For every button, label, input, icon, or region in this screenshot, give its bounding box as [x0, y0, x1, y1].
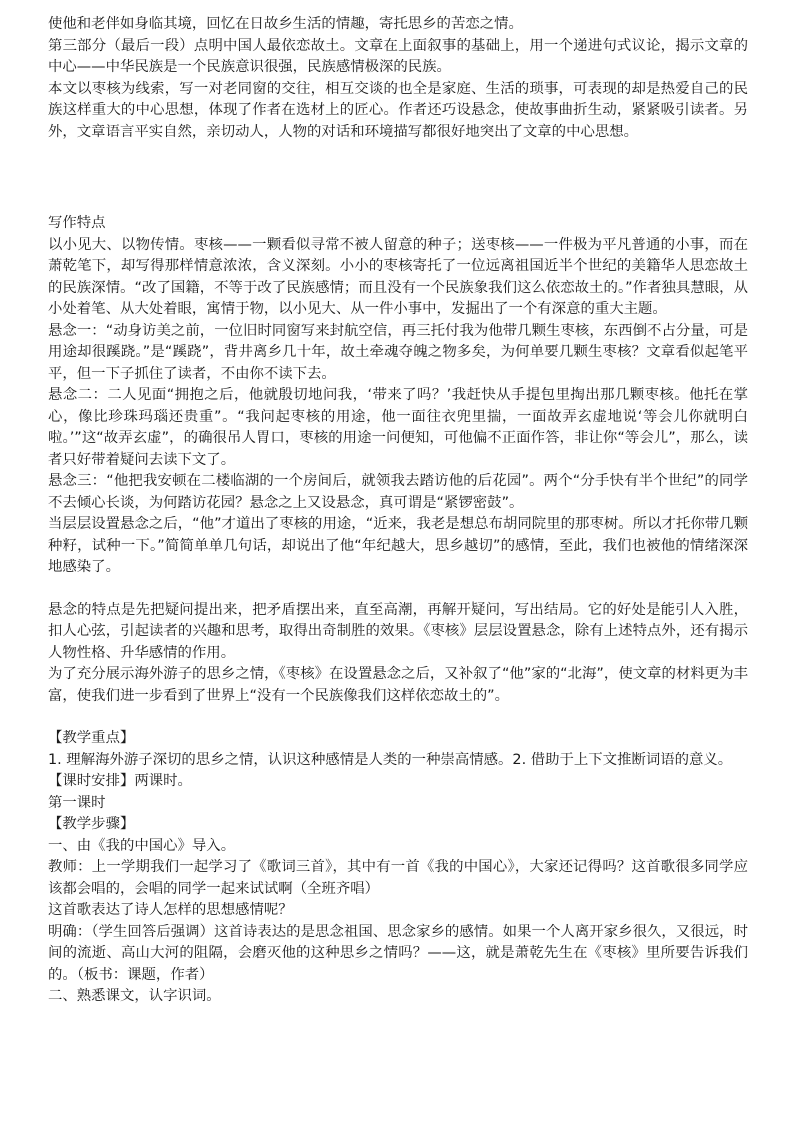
- paragraph: 悬念的特点是先把疑问提出来，把矛盾摆出来，直至高潮，再解开疑问，写出结局。它的好处是能引人入胜，扣人心弦，引起读者的兴趣和思考，取得出奇制胜的效果。《枣核》层层设置悬念，除有上述特点外，还有揭示人物性格、升华感情的作用。: [48, 601, 748, 661]
- paragraph: 悬念一：“动身访美之前，一位旧时同窗写来封航空信，再三托付我为他带几颗生枣核，东西倒不占分量，可是用途却很蹊跷。”是“蹊跷”，背井离乡几十年，故土牵魂夺魄之物多矣，为何单要几颗生枣核？文章看似起笔平平，但一下子抓住了读者，不由你不读下去。: [48, 322, 748, 382]
- paragraph: 以小见大、以物传情。枣核——一颗看似寻常不被人留意的种子；送枣核——一件极为平凡普通的小事，而在萧乾笔下，却写得那样情意浓浓，含义深刻。小小的枣核寄托了一位远离祖国近半个世纪的美籍华人思恋故土的民族深情。“改了国籍，不等于改了民族感情；而且没有一个民族象我们这么依恋故土的。”作者独具慧眼，从小处着笔、从大处着眼，寓情于物，以小见大、从一件小事中，发掘出了一个有深意的重大主题。: [48, 236, 748, 317]
- paragraph: 1. 理解海外游子深切的思乡之情，认识这种感情是人类的一种崇高情感。2. 借助于上下文推断词语的意义。: [48, 751, 733, 768]
- paragraph: 为了充分展示海外游子的思乡之情，《枣核》在设置悬念之后，又补叙了“他”家的“北海”，使文章的材料更为丰富，使我们进一步看到了世界上“没有一个民族像我们这样依恋故土的”。: [48, 666, 748, 704]
- paragraph: 【课时安排】两课时。: [48, 773, 192, 789]
- paragraph: 第一课时: [48, 794, 106, 811]
- section-heading: 写作特点: [48, 215, 106, 231]
- paragraph: 当层层设置悬念之后，“他”才道出了枣核的用途，“近来，我老是想总布胡同院里的那枣树。所以才托你带几颗种籽，试种一下。”简简单单几句话，却说出了他“年纪越大，思乡越切”的感情，至此，我们也被他的情绪深深地感染了。: [48, 516, 748, 575]
- document-page: [48, 14, 748, 1008]
- paragraph: 本文以枣核为线索，写一对老同窗的交往，相互交谈的也全是家庭、生活的琐事，可表现的却是热爱自己的民族这样重大的中心思想，体现了作者在选材上的匠心。作者还巧设悬念，使故事曲折生动，紧紧吸引读者。另外，文章语言平实自然，亲切动人，人物的对话和环境描写都很好地突出了文章的中心思想。: [48, 80, 748, 140]
- paragraph: 使他和老伴如身临其境，回忆在日故乡生活的情趣，寄托思乡的苦恋之情。: [48, 16, 523, 32]
- paragraph: 教师：上一学期我们一起学习了《歌词三首》，其中有一首《我的中国心》，大家还记得吗？这首歌很多同学应该都会唱的，会唱的同学一起来试试啊（全班齐唱）: [48, 859, 748, 897]
- paragraph: 第三部分（最后一段）点明中国人最依恋故土。文章在上面叙事的基础上，用一个递进句式议论，揭示文章的中心——中华民族是一个民族意识很强，民族感情极深的民族。: [48, 37, 748, 75]
- paragraph: 悬念三：“他把我安顿在二楼临湖的一个房间后，就领我去踏访他的后花园”。两个“分手快有半个世纪”的同学不去倾心长谈，为何踏访花园？悬念之上又设悬念，真可谓是“紧锣密鼓”。: [48, 473, 748, 511]
- paragraph: 二、熟悉课文，认字识词。: [48, 988, 221, 1004]
- paragraph: 一、由《我的中国心》导入。: [48, 837, 236, 854]
- paragraph: 明确：（学生回答后强调）这首诗表达的是思念祖国、思念家乡的感情。如果一个人离开家乡很久，又很远，时间的流逝、高山大河的阻隔，会磨灭他的这种思乡之情吗？——这，就是萧乾先生在《枣核》里所要告诉我们的。（板书：课题，作者）: [48, 923, 748, 983]
- section-heading: 【教学重点】: [48, 730, 135, 746]
- paragraph: 悬念二：二人见面“拥抱之后，他就殷切地问我，‘带来了吗？’我赶快从手提包里掏出那几颗枣核。他托在掌心，像比珍珠玛瑙还贵重”。“我问起枣核的用途，他一面往衣兜里揣，一面故弄玄虚地说‘等会儿你就明白啦。’”这“故弄玄虚”，的确很吊人胃口，枣核的用途一问便知，可他偏不正面作答，非让你“等会儿”，那么，读者只好带着疑问去读下文了。: [48, 387, 748, 468]
- spacer: [48, 143, 748, 213]
- spacer: [48, 579, 748, 600]
- paragraph: 这首歌表达了诗人怎样的思想感情呢？: [48, 902, 293, 918]
- spacer: [48, 707, 748, 728]
- section-heading: 【教学步骤】: [48, 816, 135, 832]
